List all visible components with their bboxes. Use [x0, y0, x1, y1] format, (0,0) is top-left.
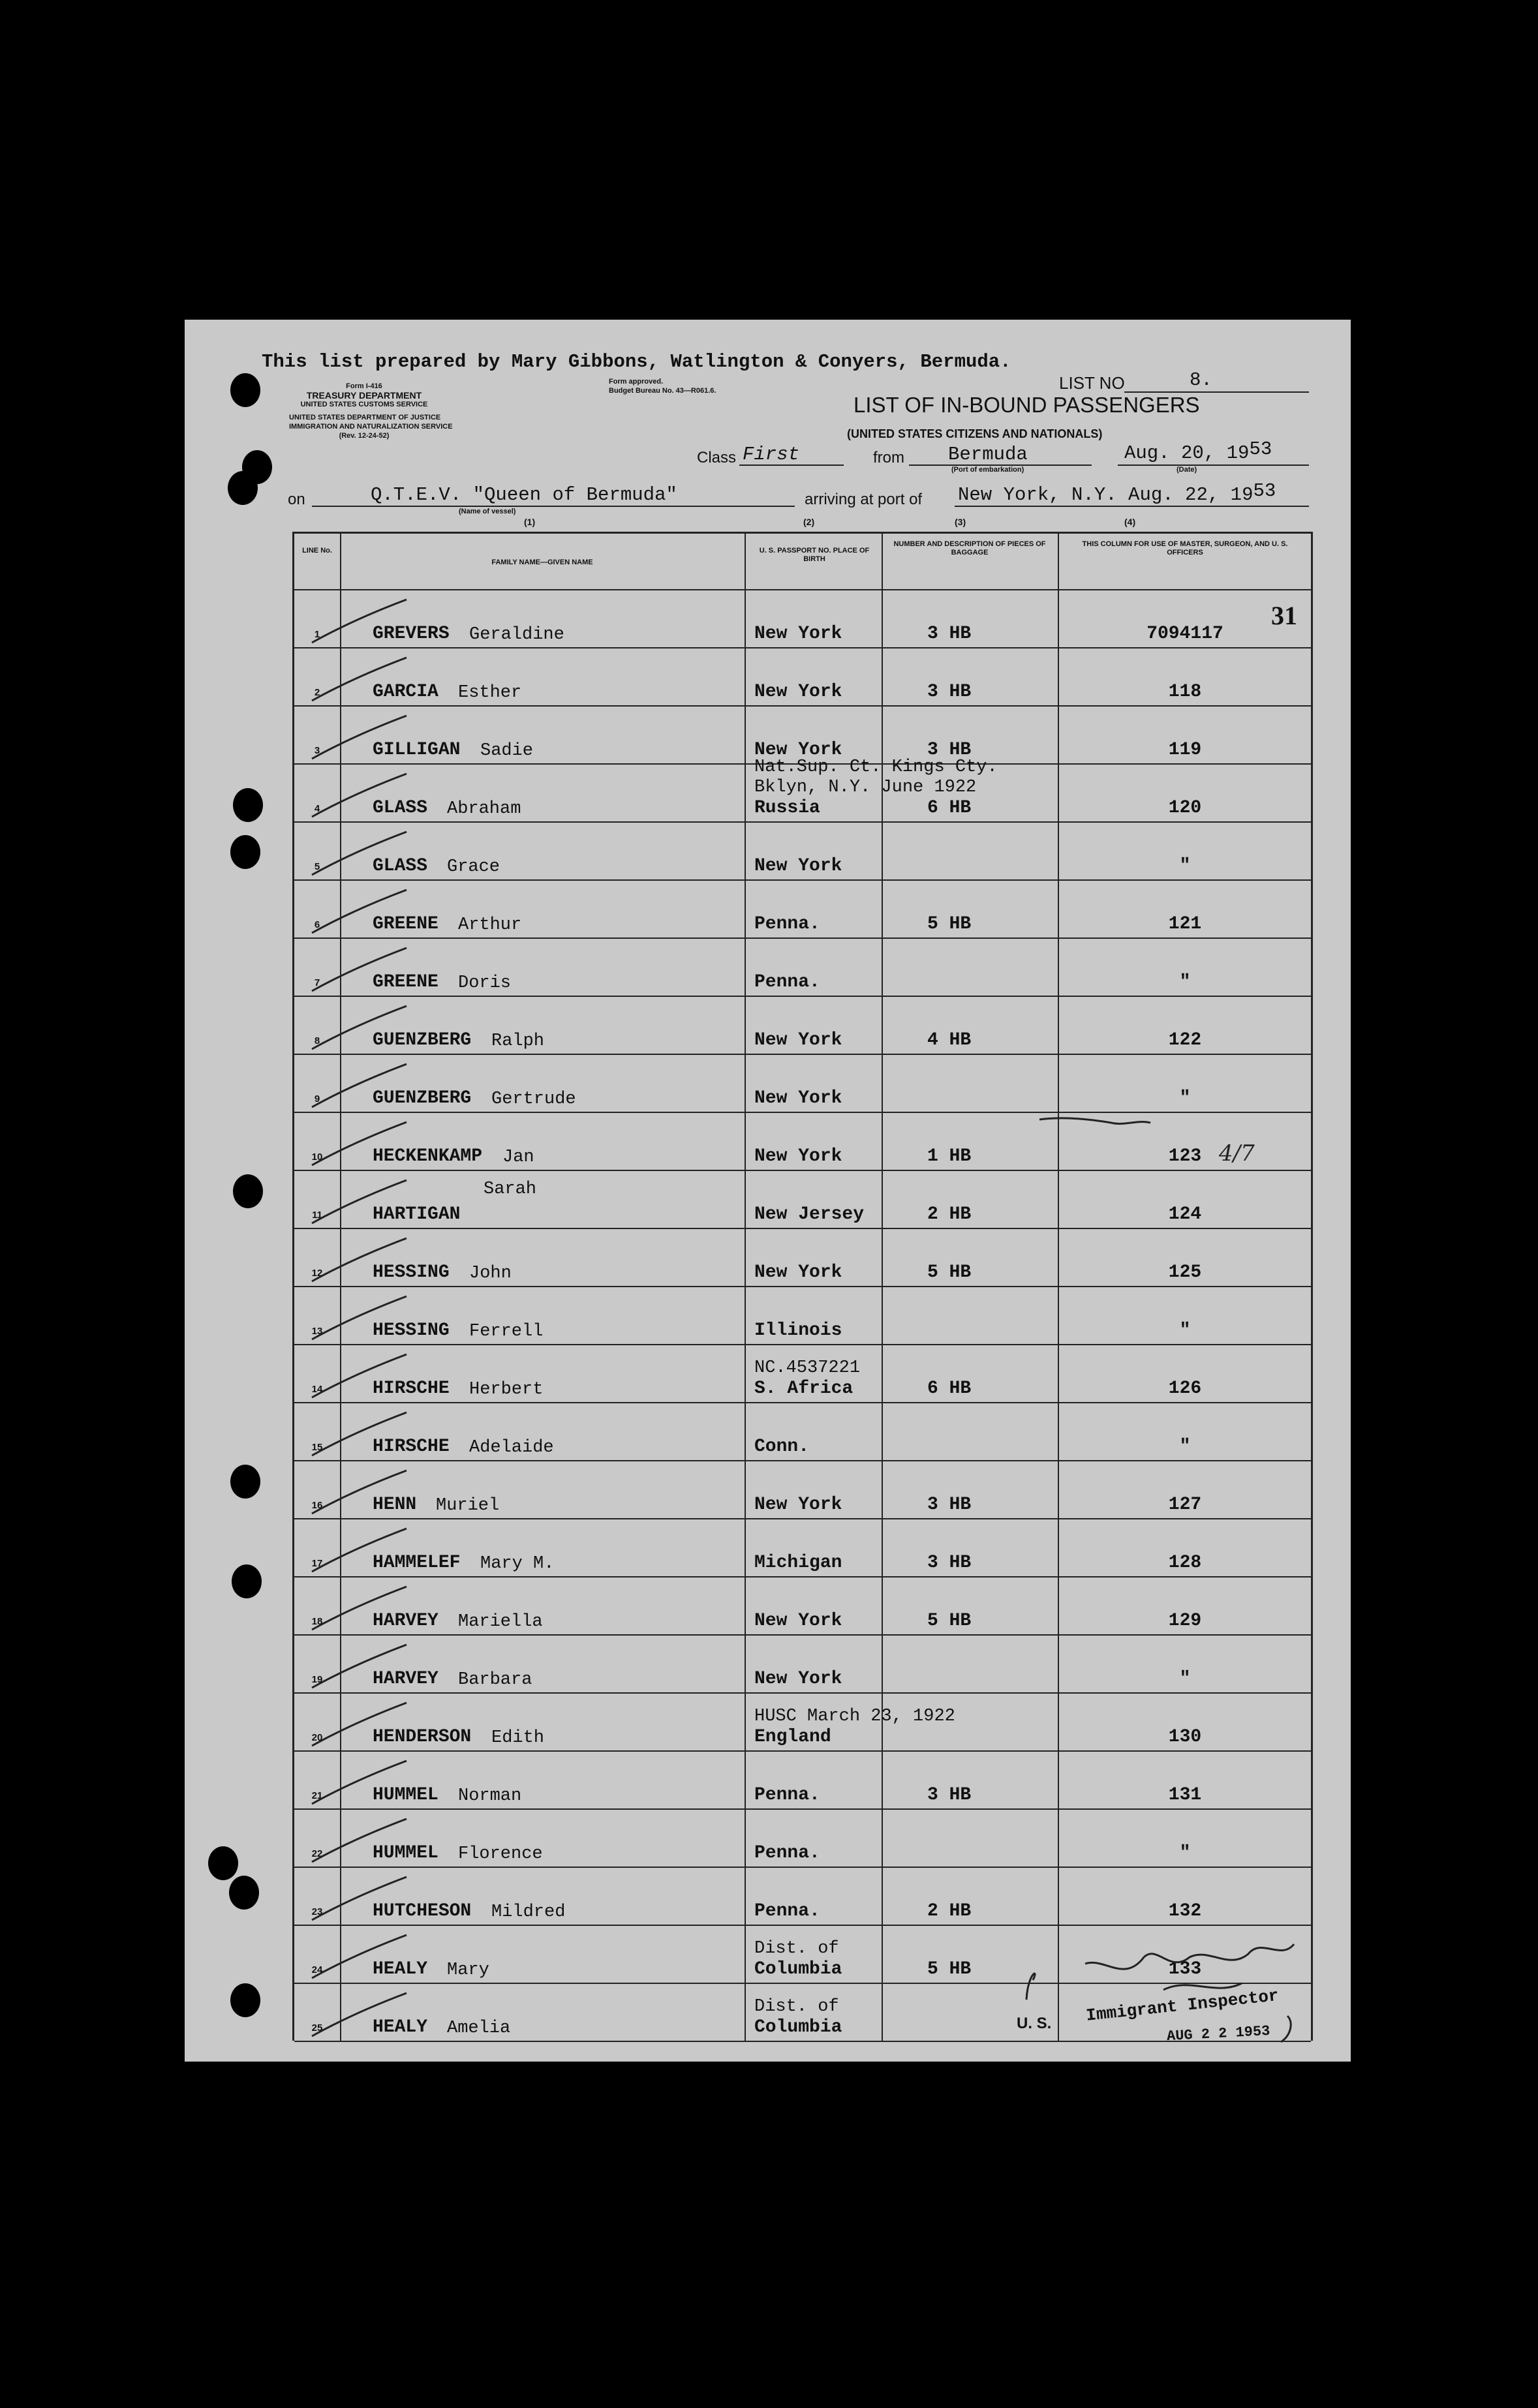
- baggage-count: 3 HB: [927, 1495, 972, 1515]
- arrival-year: 53: [1253, 480, 1276, 502]
- passenger-family-name: GILLIGAN: [373, 740, 461, 760]
- place-of-birth: Penna.: [754, 1901, 820, 1921]
- row-rule: [294, 1867, 1311, 1868]
- row-rule: [294, 1460, 1311, 1461]
- baggage-count: 5 HB: [927, 1262, 972, 1283]
- passenger-given-name: Sarah: [484, 1180, 537, 1199]
- col-divider: [745, 534, 746, 2041]
- passenger-given-name: Jan: [502, 1148, 534, 1167]
- baggage-count: 5 HB: [927, 914, 972, 934]
- passenger-given-name: Arthur: [458, 915, 522, 935]
- row-rule: [294, 1983, 1311, 1984]
- row-rule: [294, 1054, 1311, 1055]
- passport-note: NC.4537221: [754, 1358, 861, 1378]
- passenger-family-name: HARVEY: [373, 1669, 438, 1689]
- passenger-family-name: HESSING: [373, 1320, 450, 1341]
- row-rule: [294, 1925, 1311, 1926]
- line-number: 6: [314, 919, 320, 930]
- place-of-birth: New York: [754, 856, 842, 876]
- officer-entry: ": [1179, 1320, 1191, 1341]
- officer-entry: 132: [1168, 1901, 1202, 1921]
- col-divider: [340, 534, 341, 2041]
- place-of-birth: New York: [754, 740, 842, 760]
- approval-line: Budget Bureau No. 43—R061.6.: [609, 387, 716, 395]
- passenger-given-name: Edith: [491, 1728, 545, 1748]
- col-num: (4): [1124, 517, 1136, 527]
- line-number: 18: [311, 1616, 323, 1627]
- line-number: 1: [314, 629, 320, 640]
- passenger-given-name: Abraham: [447, 799, 521, 819]
- passenger-family-name: HIRSCHE: [373, 1379, 450, 1399]
- passenger-given-name: Grace: [447, 857, 500, 877]
- row-rule: [294, 821, 1311, 823]
- line-number: 13: [311, 1326, 323, 1337]
- list-no-value: 8.: [1190, 369, 1212, 391]
- passenger-family-name: GLASS: [373, 798, 428, 818]
- baggage-count: 3 HB: [927, 1553, 972, 1573]
- arrival-port-date: [958, 480, 1276, 506]
- punch-hole: [230, 1465, 260, 1499]
- line-number: 20: [311, 1732, 323, 1743]
- place-of-birth: New York: [754, 1495, 842, 1515]
- place-of-birth: Illinois: [754, 1320, 842, 1341]
- inspector-prefix: U. S.: [1017, 2015, 1052, 2032]
- row-rule: [294, 1286, 1311, 1287]
- form-subtitle: (UNITED STATES CITIZENS AND NATIONALS): [847, 427, 1103, 440]
- inspector-stamp-date: AUG 2 2 1953: [1166, 2022, 1270, 2045]
- punch-hole: [233, 788, 263, 822]
- approval-line: Form approved.: [609, 378, 664, 386]
- officer-entry: 7094117: [1146, 624, 1223, 644]
- col-header-line: LINE No.: [302, 547, 332, 555]
- handwritten-note: 4/7: [1219, 1140, 1255, 1166]
- class-label: Class: [697, 449, 737, 466]
- place-of-birth: Michigan: [754, 1553, 842, 1573]
- line-number: 14: [311, 1384, 323, 1395]
- officer-entry: 133: [1168, 1959, 1202, 1979]
- place-of-birth: Conn.: [754, 1437, 810, 1457]
- line-number: 19: [311, 1674, 323, 1685]
- passenger-given-name: Amelia: [447, 2019, 511, 2038]
- passenger-given-name: Florence: [458, 1844, 543, 1864]
- row-rule: [294, 1112, 1311, 1113]
- underline: [312, 506, 795, 507]
- line-number: 2: [314, 687, 320, 698]
- form-line: UNITED STATES CUSTOMS SERVICE: [300, 401, 428, 408]
- row-rule: [294, 1750, 1311, 1752]
- passenger-given-name: Sadie: [480, 741, 534, 761]
- line-number: 4: [314, 803, 320, 814]
- place-of-birth: England: [754, 1727, 831, 1747]
- year-prefix: , 19: [1203, 442, 1250, 464]
- baggage-count: 3 HB: [927, 624, 972, 644]
- officer-entry: ": [1179, 856, 1191, 876]
- passenger-given-name: Mary M.: [480, 1554, 555, 1574]
- passenger-family-name: GREENE: [373, 972, 438, 992]
- passenger-given-name: Ralph: [491, 1031, 545, 1051]
- line-number: 11: [312, 1210, 322, 1221]
- row-rule: [294, 1518, 1311, 1519]
- baggage-count: 2 HB: [927, 1204, 972, 1225]
- passenger-family-name: HUMMEL: [373, 1785, 438, 1805]
- arrival-text: New York, N.Y. Aug. 22: [958, 484, 1208, 506]
- underline: [1118, 465, 1309, 466]
- place-of-birth: New York: [754, 1611, 842, 1631]
- col-header-baggage: NUMBER AND DESCRIPTION OF PIECES OF BAGGAGE: [893, 540, 1046, 556]
- row-rule: [294, 937, 1311, 939]
- line-number: 7: [314, 977, 320, 988]
- row-rule: [294, 1634, 1311, 1636]
- manifest-page: [185, 320, 1351, 2062]
- from-caption: (Port of embarkation): [951, 466, 1024, 474]
- arriving-label: arriving at port of: [805, 491, 923, 508]
- place-of-birth: Columbia: [754, 1959, 842, 1979]
- baggage-count: 6 HB: [927, 1379, 972, 1399]
- punch-hole: [242, 450, 272, 484]
- place-of-birth: Penna.: [754, 914, 820, 934]
- passenger-family-name: HUMMEL: [373, 1843, 438, 1863]
- place-of-birth: Penna.: [754, 1785, 820, 1805]
- place-of-birth: New Jersey: [754, 1204, 865, 1225]
- row-rule: [294, 1228, 1311, 1229]
- passenger-family-name: HAMMELEF: [373, 1553, 461, 1573]
- baggage-count: 5 HB: [927, 1959, 972, 1979]
- passenger-family-name: GARCIA: [373, 682, 438, 702]
- baggage-count: 3 HB: [927, 1785, 972, 1805]
- passport-note: HUSC March 23, 1922: [754, 1707, 955, 1726]
- line-number: 8: [314, 1035, 320, 1046]
- line-number: 5: [314, 861, 320, 872]
- baggage-count: 3 HB: [927, 682, 972, 702]
- passenger-given-name: John: [469, 1264, 512, 1283]
- row-rule: [294, 879, 1311, 881]
- row-rule: [294, 996, 1311, 997]
- prepared-by-line: This list prepared by Mary Gibbons, Watlington & Conyers, Bermuda.: [262, 351, 1011, 373]
- passenger-given-name: Doris: [458, 973, 512, 993]
- list-no-label: LIST NO: [1059, 373, 1125, 393]
- col-header-officers: THIS COLUMN FOR USE OF MASTER, SURGEON, AND U. S. OFFICERS: [1082, 540, 1288, 556]
- year-prefix: , 19: [1207, 484, 1253, 506]
- officer-entry: ": [1179, 1669, 1191, 1689]
- officer-entry: 126: [1168, 1379, 1202, 1399]
- page-number: 31: [1271, 601, 1297, 630]
- depart-year: 53: [1249, 438, 1272, 460]
- row-rule: [294, 1576, 1311, 1577]
- place-of-birth: New York: [754, 682, 842, 702]
- col-header-passport: U. S. PASSPORT NO. PLACE OF BIRTH: [759, 547, 870, 563]
- passenger-family-name: HENDERSON: [373, 1727, 472, 1747]
- underline: [739, 465, 844, 466]
- form-line: UNITED STATES DEPARTMENT OF JUSTICE: [289, 414, 441, 421]
- place-of-birth: New York: [754, 1030, 842, 1050]
- passenger-family-name: HIRSCHE: [373, 1437, 450, 1457]
- officer-entry: ": [1179, 972, 1191, 992]
- place-of-birth: New York: [754, 1088, 842, 1108]
- line-number: 16: [311, 1500, 323, 1511]
- passenger-given-name: Ferrell: [469, 1322, 544, 1341]
- punch-hole: [208, 1846, 238, 1880]
- baggage-count: 6 HB: [927, 798, 972, 818]
- officer-entry: ": [1179, 1088, 1191, 1108]
- passenger-family-name: HESSING: [373, 1262, 450, 1283]
- passenger-family-name: HEALY: [373, 2017, 428, 2037]
- passenger-given-name: Geraldine: [469, 625, 564, 645]
- row-rule: [294, 1344, 1311, 1345]
- officer-entry: ": [1179, 1843, 1191, 1863]
- officer-entry: 127: [1168, 1495, 1202, 1515]
- col-divider: [1058, 534, 1059, 2041]
- passenger-given-name: Adelaide: [469, 1438, 554, 1457]
- from-value: Bermuda: [948, 444, 1028, 465]
- punch-hole: [230, 373, 260, 407]
- passport-note: Dist. of: [754, 1939, 839, 1958]
- place-of-birth: New York: [754, 1146, 842, 1166]
- passenger-given-name: Gertrude: [491, 1090, 576, 1109]
- class-value: First: [743, 444, 800, 465]
- officer-entry: 120: [1168, 798, 1202, 818]
- baggage-count: 3 HB: [927, 740, 972, 760]
- officer-entry: ": [1179, 1437, 1191, 1457]
- passenger-given-name: Mary: [447, 1960, 489, 1980]
- punch-hole: [230, 835, 260, 869]
- passenger-given-name: Mildred: [491, 1902, 566, 1922]
- place-of-birth: Columbia: [754, 2017, 842, 2037]
- inspector-title: Immigrant Inspector: [1085, 1986, 1280, 2026]
- form-line: IMMIGRATION AND NATURALIZATION SERVICE: [289, 423, 453, 431]
- row-rule: [294, 1808, 1311, 1810]
- place-of-birth: Penna.: [754, 972, 820, 992]
- passenger-given-name: Muriel: [436, 1496, 500, 1516]
- passenger-family-name: GUENZBERG: [373, 1030, 472, 1050]
- place-of-birth: New York: [754, 1262, 842, 1283]
- line-number: 23: [311, 1906, 323, 1917]
- passenger-family-name: HARVEY: [373, 1611, 438, 1631]
- row-rule: [294, 647, 1311, 648]
- officer-entry: 123: [1168, 1146, 1202, 1166]
- passenger-family-name: GUENZBERG: [373, 1088, 472, 1108]
- form-line: Form I-416: [346, 382, 382, 390]
- place-of-birth: New York: [754, 624, 842, 644]
- officer-entry: 121: [1168, 914, 1202, 934]
- officer-entry: 125: [1168, 1262, 1202, 1283]
- col-num: (3): [955, 517, 966, 527]
- baggage-count: 1 HB: [927, 1146, 972, 1166]
- row-rule: [294, 1692, 1311, 1694]
- from-label: from: [873, 449, 904, 466]
- col-num: (1): [524, 517, 536, 527]
- on-label: on: [288, 491, 305, 508]
- line-number: 24: [311, 1964, 323, 1975]
- vessel-caption: (Name of vessel): [459, 508, 516, 515]
- passenger-given-name: Barbara: [458, 1670, 532, 1690]
- approval-block: [609, 377, 716, 395]
- line-number: 3: [314, 745, 320, 756]
- punch-hole: [233, 1174, 263, 1208]
- line-number: 17: [311, 1558, 323, 1569]
- officer-entry: 128: [1168, 1553, 1202, 1573]
- line-number: 12: [311, 1268, 323, 1279]
- baggage-count: 2 HB: [927, 1901, 972, 1921]
- place-of-birth: Russia: [754, 798, 820, 818]
- header-rule: [294, 589, 1311, 590]
- place-of-birth: Penna.: [754, 1843, 820, 1863]
- form-line: TREASURY DEPARTMENT: [306, 390, 422, 401]
- row-rule: [294, 1170, 1311, 1171]
- line-number: 25: [311, 2022, 323, 2034]
- officer-entry: 122: [1168, 1030, 1202, 1050]
- baggage-count: 5 HB: [927, 1611, 972, 1631]
- depart-date-text: Aug. 20: [1124, 442, 1204, 464]
- passenger-given-name: Esther: [458, 683, 522, 703]
- passenger-family-name: HUTCHESON: [373, 1901, 472, 1921]
- line-number: 10: [311, 1151, 323, 1163]
- passport-note: Nat.Sup. Ct. Kings Cty.: [754, 757, 998, 777]
- place-of-birth: S. Africa: [754, 1379, 854, 1399]
- passenger-family-name: GREVERS: [373, 624, 450, 644]
- passenger-given-name: Herbert: [469, 1380, 544, 1399]
- officer-entry: 119: [1168, 740, 1202, 760]
- col-num: (2): [803, 517, 815, 527]
- officer-entry: 131: [1168, 1785, 1202, 1805]
- row-rule: [294, 2041, 1311, 2042]
- col-header-name: FAMILY NAME—GIVEN NAME: [491, 558, 593, 566]
- form-block: [289, 382, 453, 440]
- passenger-family-name: HEALY: [373, 1959, 428, 1979]
- passenger-given-name: Mariella: [458, 1612, 543, 1632]
- vessel-name: Q.T.E.V. "Queen of Bermuda": [371, 484, 677, 506]
- baggage-count: 4 HB: [927, 1030, 972, 1050]
- underline: [955, 506, 1309, 507]
- form-line: (Rev. 12-24-52): [339, 432, 390, 440]
- passenger-table: [292, 532, 1313, 2041]
- passenger-family-name: GLASS: [373, 856, 428, 876]
- depart-date: [1124, 438, 1272, 464]
- officer-entry: 130: [1168, 1727, 1202, 1747]
- officer-entry: 118: [1168, 682, 1202, 702]
- line-number: 15: [311, 1442, 323, 1453]
- passenger-family-name: HENN: [373, 1495, 417, 1515]
- row-rule: [294, 1402, 1311, 1403]
- place-of-birth: New York: [754, 1669, 842, 1689]
- punch-hole: [229, 1876, 259, 1910]
- line-number: 22: [311, 1848, 323, 1859]
- passenger-family-name: GREENE: [373, 914, 438, 934]
- passenger-given-name: Norman: [458, 1786, 522, 1806]
- line-number: 9: [314, 1093, 320, 1105]
- passenger-family-name: HARTIGAN: [373, 1204, 461, 1225]
- passenger-family-name: HECKENKAMP: [373, 1146, 483, 1166]
- form-title: LIST OF IN-BOUND PASSENGERS: [854, 393, 1200, 417]
- punch-hole: [230, 1983, 260, 2017]
- line-number: 21: [311, 1790, 323, 1801]
- officer-entry: 129: [1168, 1611, 1202, 1631]
- officer-entry: 124: [1168, 1204, 1202, 1225]
- row-rule: [294, 705, 1311, 707]
- date-caption: (Date): [1177, 466, 1197, 474]
- punch-hole: [232, 1564, 262, 1598]
- passport-note: Dist. of: [754, 1997, 839, 2017]
- passport-note: Bklyn, N.Y. June 1922: [754, 778, 977, 797]
